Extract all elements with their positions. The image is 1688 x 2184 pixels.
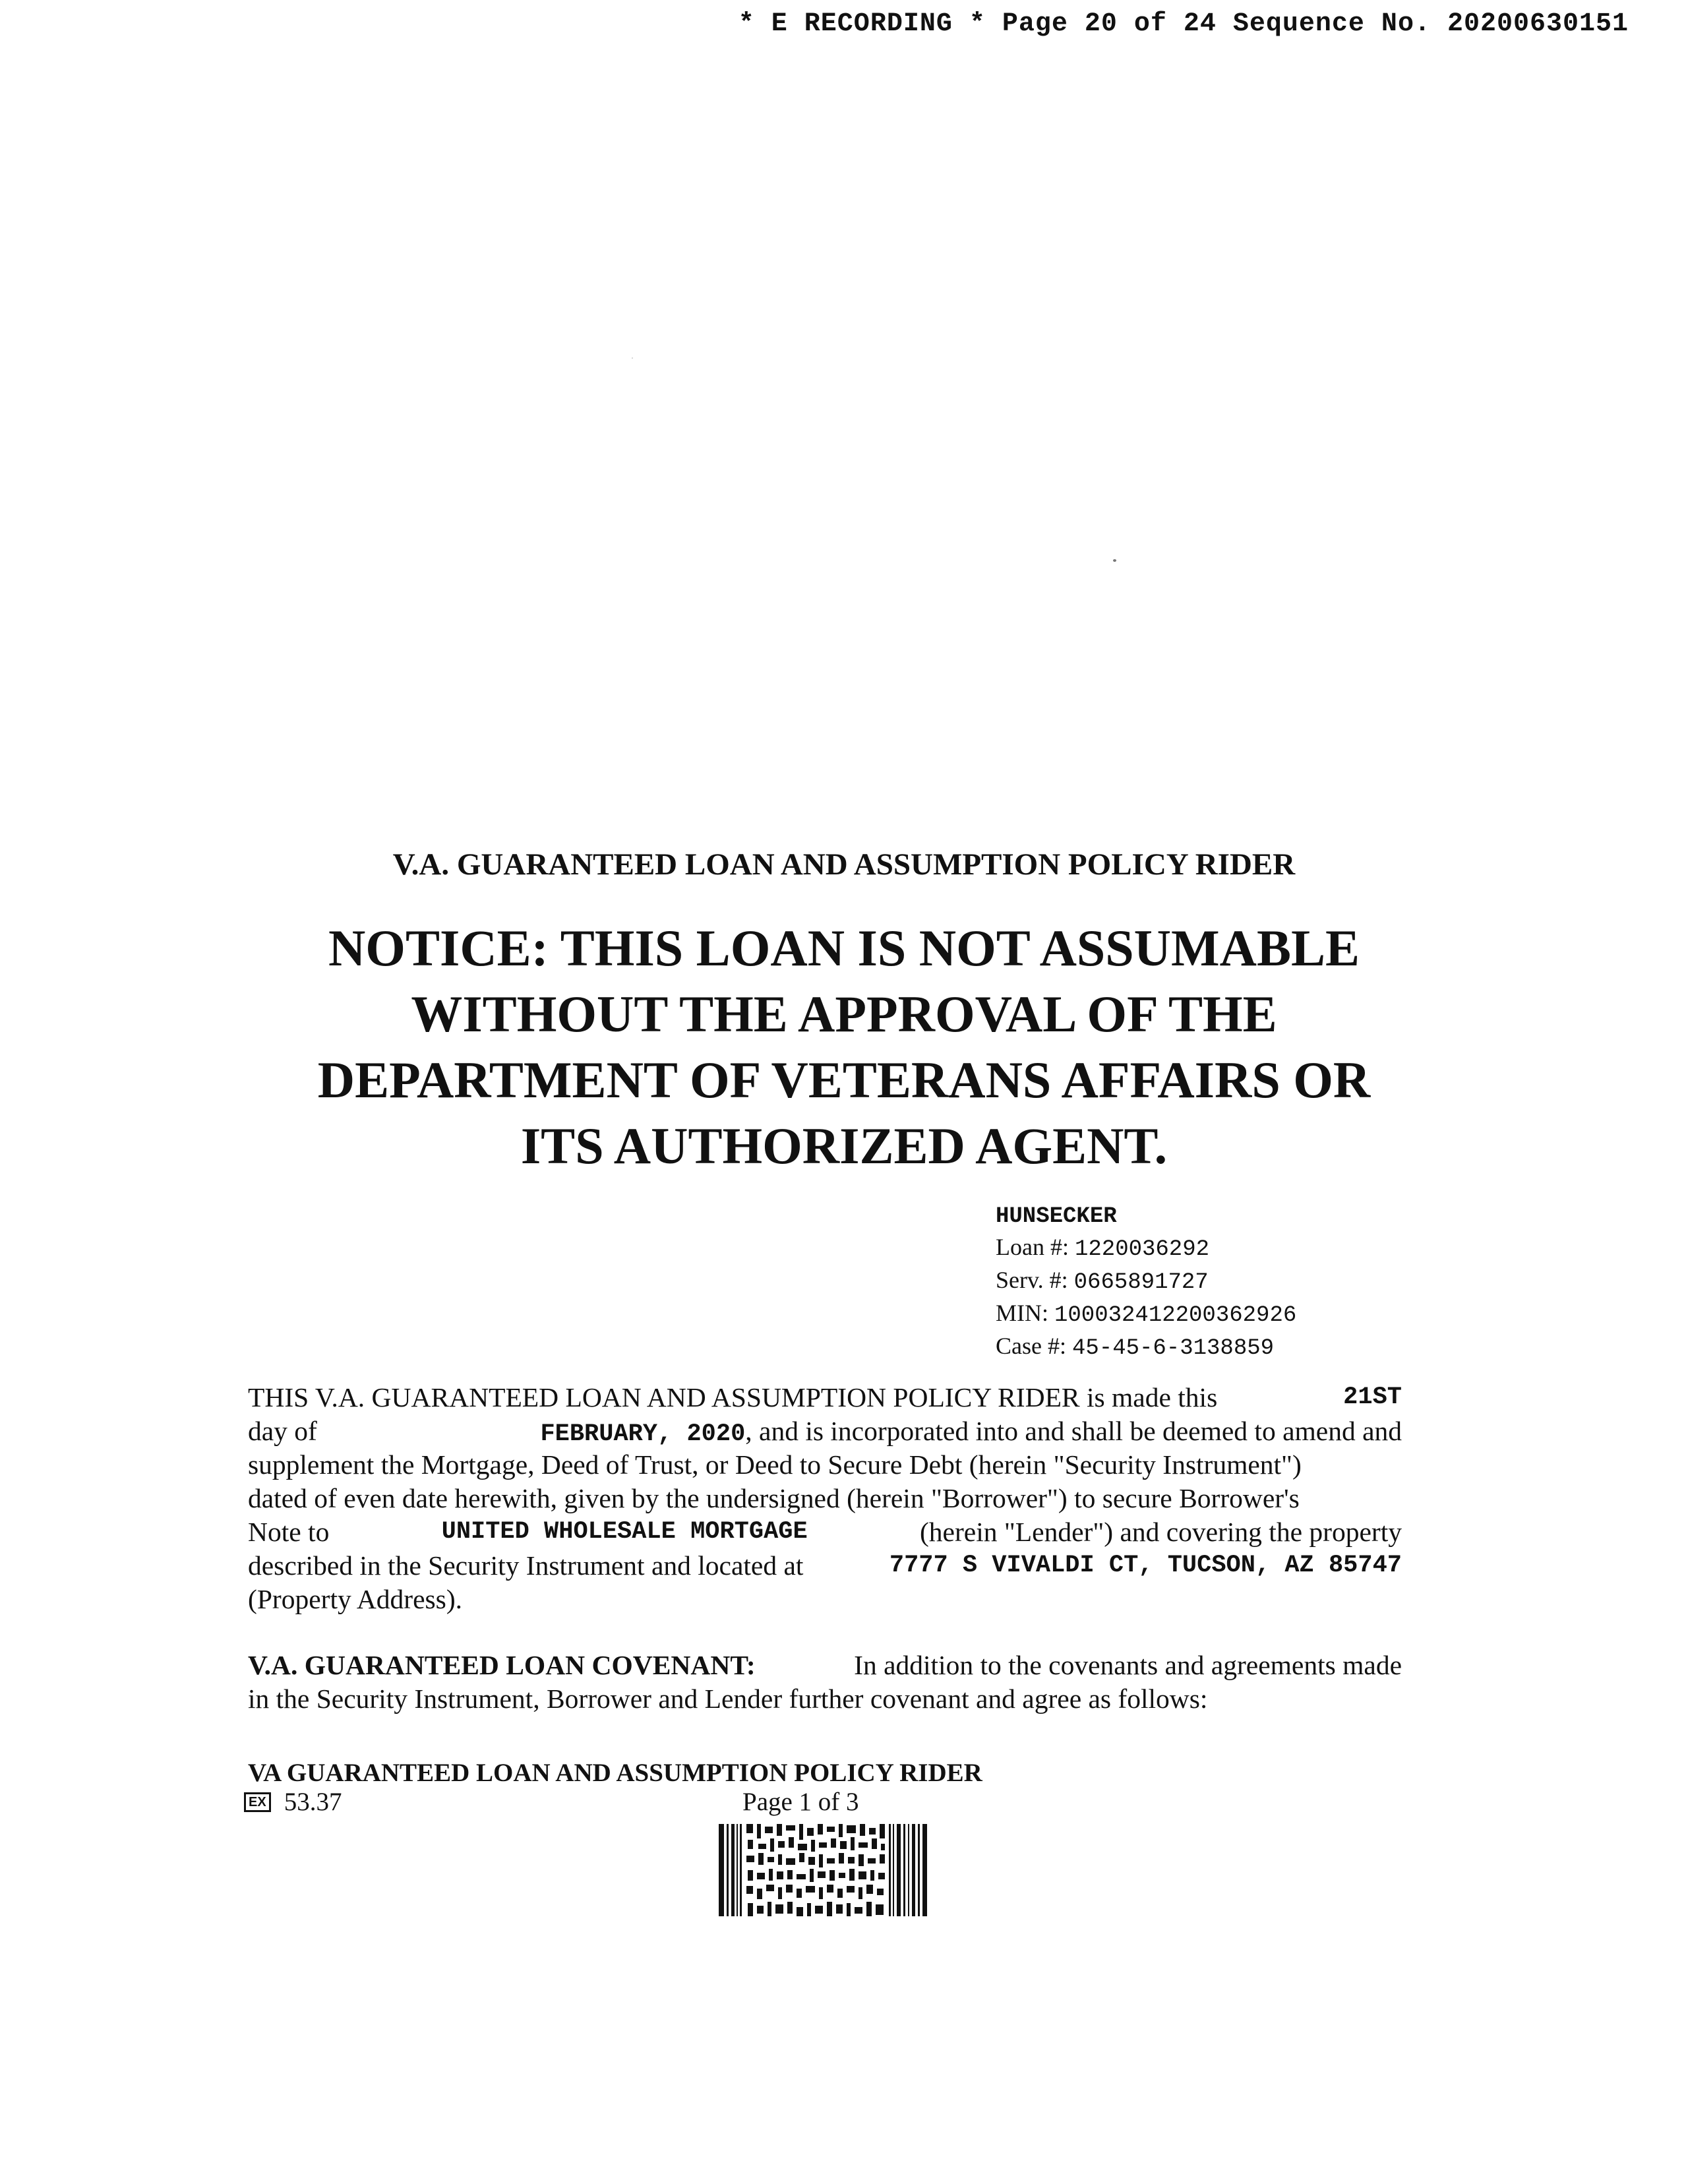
notice-line: DEPARTMENT OF VETERANS AFFAIRS OR — [317, 1051, 1371, 1108]
paragraph-text: described in the Security Instrument and located at — [248, 1550, 804, 1581]
loan-number-label: Loan #: — [996, 1234, 1069, 1260]
lender-value: UNITED WHOLESALE MORTGAGE — [441, 1518, 808, 1546]
paragraph-text: THIS V.A. GUARANTEED LOAN AND ASSUMPTION POLICY RIDER is made this — [248, 1382, 1218, 1412]
date-value: FEBRUARY, 2020 — [540, 1420, 746, 1448]
form-id-line — [244, 1787, 342, 1817]
paragraph-text: , and is incorporated into and shall be deemed to amend and — [745, 1416, 1402, 1446]
notice-line: ITS AUTHORIZED AGENT. — [520, 1117, 1168, 1174]
paragraph-text: dated of even date herewith, given by the undersigned (herein "Borrower") to secure Borrower's — [248, 1483, 1300, 1513]
form-logo-icon: EX — [244, 1792, 271, 1812]
paragraph-text: day of — [248, 1416, 317, 1446]
scan-speck — [632, 357, 633, 359]
loan-info-block — [996, 1199, 1296, 1364]
footer-form-title: VA GUARANTEED LOAN AND ASSUMPTION POLICY RIDER — [248, 1759, 982, 1787]
paragraph-text: supplement the Mortgage, Deed of Trust, or Deed to Secure Debt (herein "Security Instrument") — [248, 1449, 1302, 1480]
serv-number: 0665891727 — [1073, 1270, 1209, 1295]
barcode-image — [719, 1824, 927, 1916]
min-number: 100032412200362926 — [1054, 1303, 1297, 1328]
serv-number-label: Serv. #: — [996, 1267, 1068, 1293]
notice-block — [0, 915, 1688, 1179]
property-address-value: 7777 S VIVALDI CT, TUCSON, AZ 85747 — [889, 1552, 1402, 1579]
covenant-heading: V.A. GUARANTEED LOAN COVENANT: — [248, 1650, 756, 1680]
rider-paragraph — [248, 1381, 1402, 1616]
notice-line: WITHOUT THE APPROVAL OF THE — [411, 985, 1277, 1043]
paragraph-text: In addition to the covenants and agreements made — [854, 1650, 1402, 1680]
paragraph-text: (herein "Lender") and covering the property — [919, 1517, 1402, 1547]
loan-number: 1220036292 — [1074, 1237, 1210, 1262]
recording-header: * E RECORDING * Page 20 of 24 Sequence No. 20200630151 — [738, 9, 1629, 39]
page-indicator: Page 1 of 3 — [742, 1788, 859, 1816]
borrower-name: HUNSECKER — [996, 1204, 1117, 1229]
case-number-label: Case #: — [996, 1333, 1066, 1359]
scan-speck — [1113, 559, 1116, 562]
day-value: 21ST — [1343, 1383, 1402, 1411]
min-label: MIN: — [996, 1300, 1048, 1326]
paragraph-text: (Property Address). — [248, 1584, 463, 1614]
paragraph-text: Note to — [248, 1517, 330, 1547]
paragraph-text: in the Security Instrument, Borrower and Lender further covenant and agree as follows: — [248, 1684, 1208, 1714]
case-number: 45-45-6-3138859 — [1071, 1336, 1275, 1361]
form-number: 53.37 — [284, 1788, 342, 1816]
covenant-paragraph — [248, 1649, 1402, 1716]
notice-line: NOTICE: THIS LOAN IS NOT ASSUMABLE — [328, 919, 1360, 977]
rider-title: V.A. GUARANTEED LOAN AND ASSUMPTION POLICY RIDER — [392, 847, 1296, 882]
